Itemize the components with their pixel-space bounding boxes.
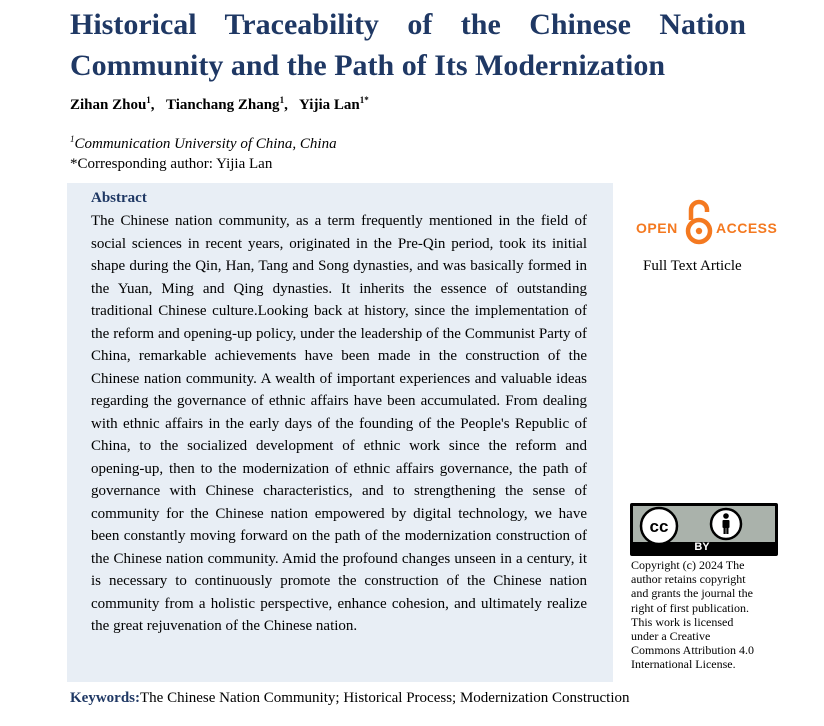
open-access-logo — [634, 198, 776, 246]
abstract-body: The Chinese nation community, as a term frequently mentioned in the field of social sciences in recent years, originated in the Pre-Qin period, took its initial shape during the Qin, Han, Tang and Song dynasties, and was basically formed in the Yuan, Ming and Qing dynasties. It inherits the essence of outstanding traditional Chinese culture.Looking back at history, since the implementation of the reform and opening-up policy, under the leadership of the Communist Party of China, remarkable achievements have been made in the construction of the Chinese nation community. A wealth of important experiences and valuable ideas regarding the governance of ethnic affairs have been accumulated. From dealing with ethnic affairs in the early days of the founding of the People's Republic of China, to the socialized development of ethnic work since the reform and opening-up, then to the modernization of ethnic affairs governance, the path of governance with Chinese characteristics, and to strengthening the sense of community for the Chinese nation empowered by digital technology, we have been constantly moving forward on the path of the modernization construction of the Chinese nation community. Amid the profound changes unseen in a century, it is necessary to continuously promote the construction of the Chinese nation community from a holistic perspective, enhance cohesion, and ultimately realize the great rejuvenation of the Chinese nation. — [91, 213, 587, 634]
person-icon — [708, 506, 744, 542]
affiliation — [70, 134, 337, 153]
title-line-2: Community and the Path of Its Modernization — [70, 49, 666, 82]
keywords — [70, 690, 630, 707]
affiliation-text: Communication University of China, China — [74, 136, 337, 152]
affiliation-mark: 1 — [70, 134, 75, 144]
keywords-text: The Chinese Nation Community; Historical Process; Modernization Construction — [140, 690, 630, 706]
paper-title — [70, 4, 746, 86]
author-name: Yijia Lan — [299, 97, 360, 113]
title-line-1: Historical Traceability of the Chinese Nation — [70, 8, 746, 41]
license-line: right of first publication. — [631, 600, 749, 615]
license-statement — [631, 558, 771, 672]
license-line: author retains copyright — [631, 572, 746, 587]
cc-by-label: BY — [694, 541, 710, 553]
license-line: Commons Attribution 4.0 — [631, 643, 755, 658]
corresponding-author: *Corresponding author: Yijia Lan — [70, 156, 273, 172]
author-affiliation-mark: 1 — [279, 95, 285, 105]
license-line: Copyright (c) 2024 The — [631, 558, 745, 572]
open-access-open-label: OPEN — [636, 220, 678, 236]
author-name: Zihan Zhou — [70, 97, 147, 113]
open-access-access-label: ACCESS — [716, 220, 778, 236]
svg-text:cc: cc — [649, 517, 669, 536]
author-affiliation-mark: 1 — [146, 95, 151, 105]
abstract-heading: Abstract — [91, 190, 147, 206]
full-text-label: Full Text Article — [643, 258, 742, 274]
keywords-label: Keywords: — [70, 690, 140, 706]
author-list: Zihan Zhou$^1$, Tianchang Zhang$^1$, Yijia Lan$^{1*}$ — [70, 95, 369, 113]
author-name: Tianchang Zhang — [166, 97, 280, 113]
author-affiliation-mark: 1* — [359, 95, 369, 105]
open-lock-icon — [684, 198, 714, 246]
license-line: and grants the journal the — [631, 586, 753, 601]
license-line: under a Creative — [631, 629, 711, 644]
cc-by-license-badge[interactable] — [630, 503, 778, 556]
license-line: International License. — [631, 657, 736, 672]
license-line: This work is licensed — [631, 614, 734, 629]
